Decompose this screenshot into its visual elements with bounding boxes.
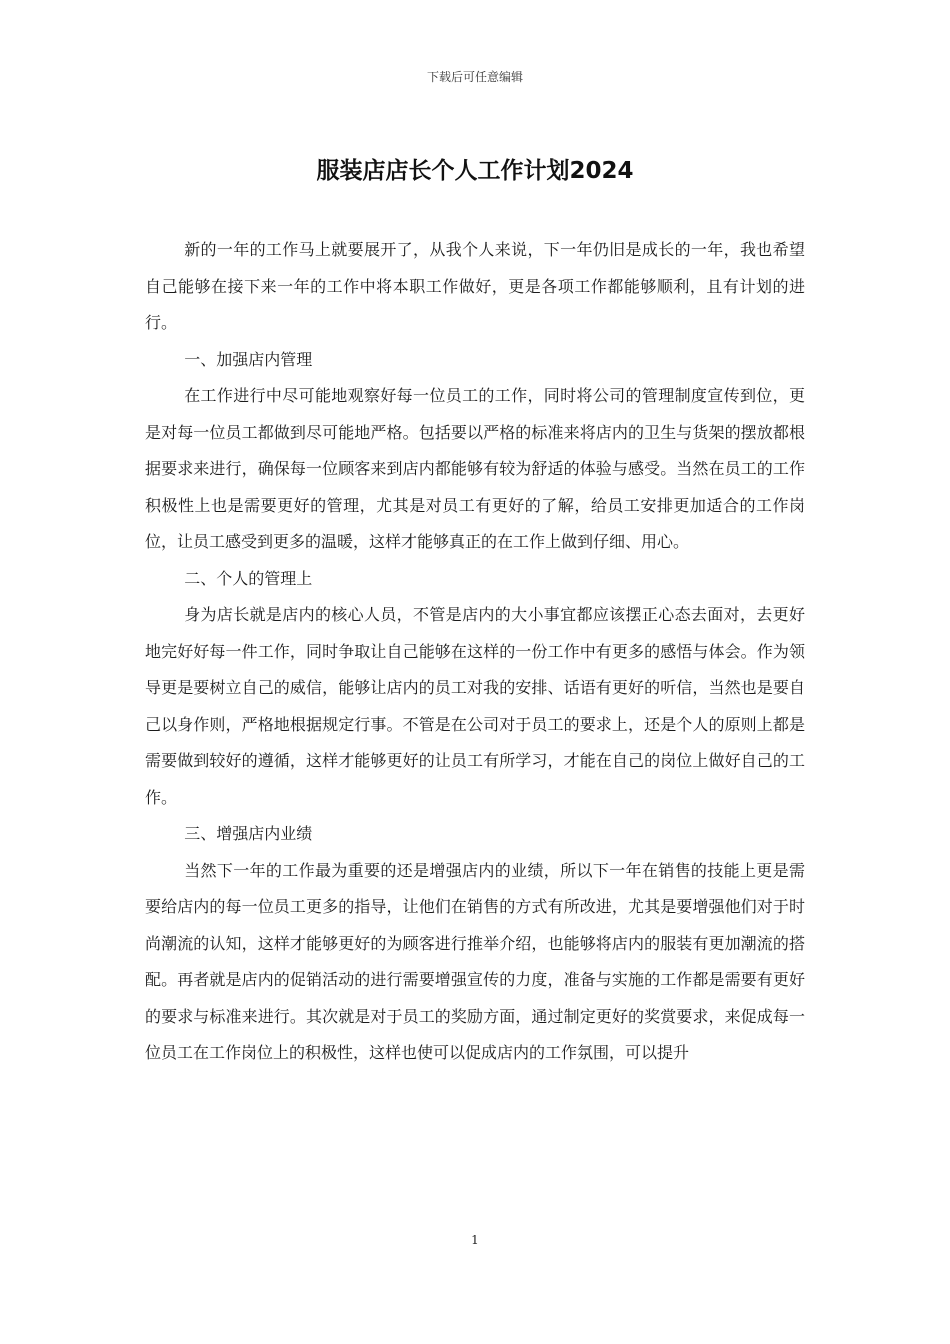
header-note: 下载后可任意编辑 [426,70,523,84]
section-heading-3: 三、增强店内业绩 [184,824,313,843]
section-heading-1: 一、加强店内管理 [184,349,313,369]
page-number: 1 [471,1233,479,1247]
paragraph-section-1: 在工作进行中尽可能地观察好每一位员工的工作，同时将公司的管理制度宣传到位，更是对每一位员工都做到尽可能地严格。包括要以严格的标准来将店内的卫生与货架的摆放都根据要求来进行，确保每一位顾客来到店内都能够有较为舒适的体验与感受。当然在员工的工作积极性上也是需要更好的管理，尤其是对员工有更好的了解，给员工安排更加适合的工作岗位，让员工感受到更多的温暖，这样才能够真正的在工作上做到仔细、用心。 [145,386,805,551]
paragraph-section-3: 当然下一年的工作最为重要的还是增强店内的业绩，所以下一年在销售的技能上更是需要给店内的每一位员工更多的指导，让他们在销售的方式有所改进，尤其是要增强他们对于时尚潮流的认知，这样才能够更好的为顾客进行推举介绍，也能够将店内的服装有更加潮流的搭配。再者就是店内的促销活动的进行需要增强宣传的力度，准备与实施的工作都是需要有更好的要求与标准来进行。其次就是对于员工的奖励方面，通过制定更好的奖赏要求，来促成每一位员工在工作岗位上的积极性，这样也使可以促成店内的工作氛围，可以提升 [145,860,805,1062]
document-title: 服装店店长个人工作计划2024 [316,158,634,184]
document-body [145,232,805,1072]
paragraph-section-2: 身为店长就是店内的核心人员，不管是店内的大小事宜都应该摆正心态去面对，去更好地完好好每一件工作，同时争取让自己能够在这样的一份工作中有更多的感悟与体会。作为领导更是要树立自己的威信，能够让店内的员工对我的安排、话语有更好的听信，当然也是要自己以身作则，严格地根据规定行事。不管是在公司对于员工的要求上，还是个人的原则上都是需要做到较好的遵循，这样才能够更好的让员工有所学习，才能在自己的岗位上做好自己的工作。 [145,605,805,807]
section-heading-2: 二、个人的管理上 [184,568,313,588]
paragraph-intro: 新的一年的工作马上就要展开了，从我个人来说，下一年仍旧是成长的一年，我也希望自己能够在接下来一年的工作中将本职工作做好，更是各项工作都能够顺利，且有计划的进行。 [145,240,805,332]
